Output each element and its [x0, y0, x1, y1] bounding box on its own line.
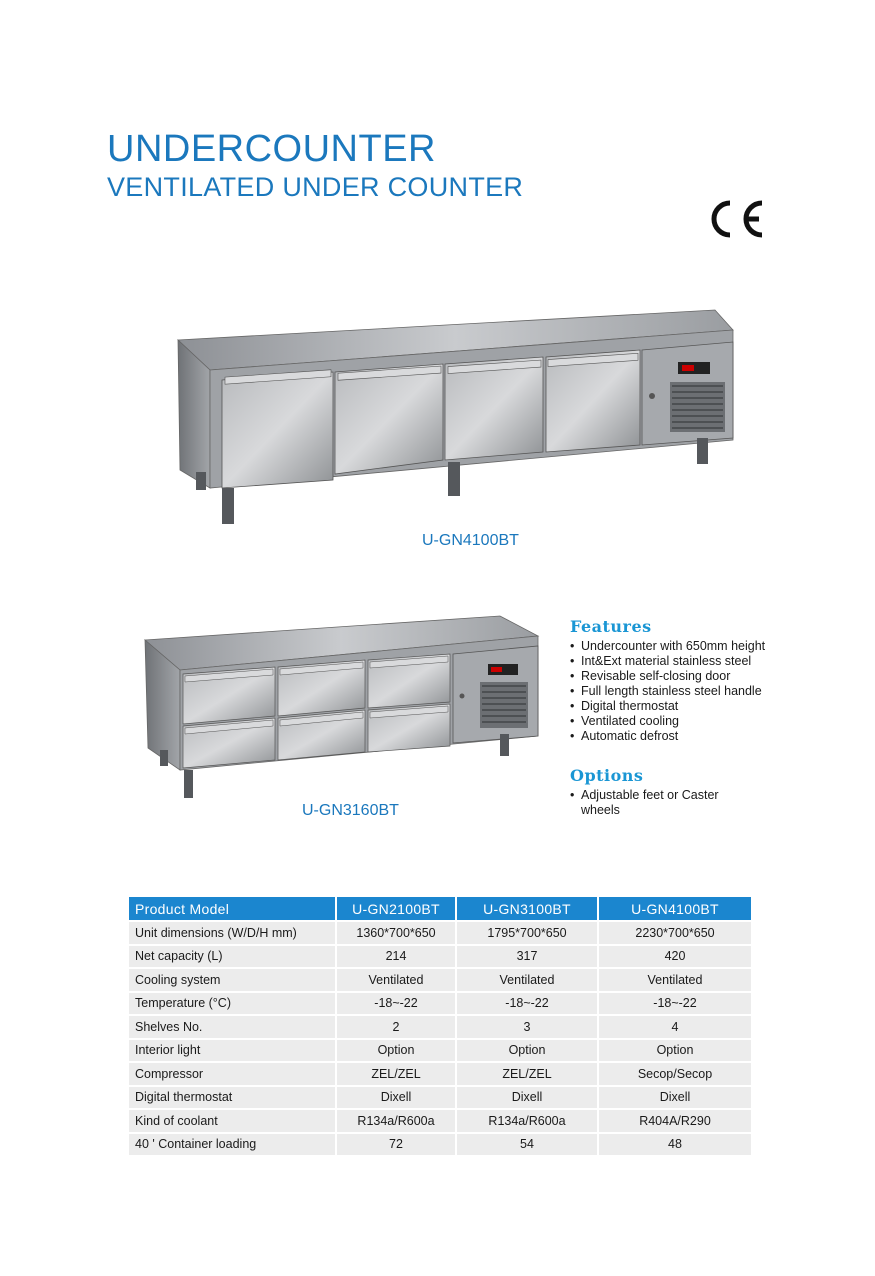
table-cell: Temperature (°C) — [129, 993, 337, 1017]
page-subtitle: VENTILATED UNDER COUNTER — [107, 172, 524, 202]
table-cell: 1795*700*650 — [457, 922, 599, 946]
table-cell: 317 — [457, 946, 599, 970]
table-row — [129, 1016, 751, 1040]
table-cell: Digital thermostat — [129, 1087, 337, 1111]
list-item: • Revisable self-closing door — [570, 669, 780, 684]
table-cell: Dixell — [599, 1087, 751, 1111]
table-header-cell: U-GN3100BT — [457, 897, 599, 922]
spec-table — [129, 897, 751, 1157]
table-header-cell: U-GN4100BT — [599, 897, 751, 922]
table-cell: ZEL/ZEL — [337, 1063, 457, 1087]
table-row — [129, 922, 751, 946]
table-cell: 48 — [599, 1134, 751, 1158]
table-cell: 72 — [337, 1134, 457, 1158]
table-cell: Interior light — [129, 1040, 337, 1064]
list-item: • Ventilated cooling — [570, 714, 780, 729]
table-row — [129, 1063, 751, 1087]
table-cell: Cooling system — [129, 969, 337, 993]
table-cell: Ventilated — [457, 969, 599, 993]
table-cell: -18~-22 — [599, 993, 751, 1017]
table-cell: Dixell — [457, 1087, 599, 1111]
page-title: UNDERCOUNTER — [107, 128, 436, 170]
list-item: • Undercounter with 650mm height — [570, 639, 780, 654]
table-row — [129, 993, 751, 1017]
table-cell: Option — [337, 1040, 457, 1064]
table-row — [129, 1087, 751, 1111]
product-image-u-gn3160bt — [140, 608, 550, 803]
table-cell: R134a/R600a — [457, 1110, 599, 1134]
table-cell: 54 — [457, 1134, 599, 1158]
table-cell: Ventilated — [599, 969, 751, 993]
product-image-u-gn4100bt — [170, 300, 750, 535]
table-row — [129, 1134, 751, 1158]
list-item: • Adjustable feet or Caster wheels — [570, 788, 780, 818]
table-cell: 3 — [457, 1016, 599, 1040]
table-cell: Dixell — [337, 1087, 457, 1111]
product-label-u-gn4100bt: U-GN4100BT — [422, 532, 519, 549]
features-heading: Features — [570, 617, 652, 636]
features-list — [570, 639, 780, 744]
table-cell: Net capacity (L) — [129, 946, 337, 970]
list-item: • Int&Ext material stainless steel — [570, 654, 780, 669]
table-cell: R134a/R600a — [337, 1110, 457, 1134]
table-cell: 2 — [337, 1016, 457, 1040]
table-cell: 40 ' Container loading — [129, 1134, 337, 1158]
table-row — [129, 969, 751, 993]
table-row — [129, 1110, 751, 1134]
table-cell: -18~-22 — [457, 993, 599, 1017]
table-cell: ZEL/ZEL — [457, 1063, 599, 1087]
product-label-u-gn3160bt: U-GN3160BT — [302, 802, 399, 819]
list-item: • Automatic defrost — [570, 729, 780, 744]
table-cell: 4 — [599, 1016, 751, 1040]
list-item: • Full length stainless steel handle — [570, 684, 780, 699]
table-cell: Option — [599, 1040, 751, 1064]
table-cell: Compressor — [129, 1063, 337, 1087]
table-cell: Kind of coolant — [129, 1110, 337, 1134]
table-row — [129, 946, 751, 970]
table-cell: -18~-22 — [337, 993, 457, 1017]
table-header-cell: Product Model — [129, 897, 337, 922]
table-cell: Option — [457, 1040, 599, 1064]
table-cell: 2230*700*650 — [599, 922, 751, 946]
options-heading: Options — [570, 766, 644, 785]
table-cell: 214 — [337, 946, 457, 970]
table-header-row — [129, 897, 751, 922]
options-list — [570, 788, 780, 818]
table-header-cell: U-GN2100BT — [337, 897, 457, 922]
table-cell: 420 — [599, 946, 751, 970]
table-cell: Shelves No. — [129, 1016, 337, 1040]
table-cell: Unit dimensions (W/D/H mm) — [129, 922, 337, 946]
ce-mark-icon — [708, 197, 770, 241]
table-cell: R404A/R290 — [599, 1110, 751, 1134]
list-item: • Digital thermostat — [570, 699, 780, 714]
table-row — [129, 1040, 751, 1064]
table-cell: Secop/Secop — [599, 1063, 751, 1087]
table-cell: 1360*700*650 — [337, 922, 457, 946]
table-cell: Ventilated — [337, 969, 457, 993]
